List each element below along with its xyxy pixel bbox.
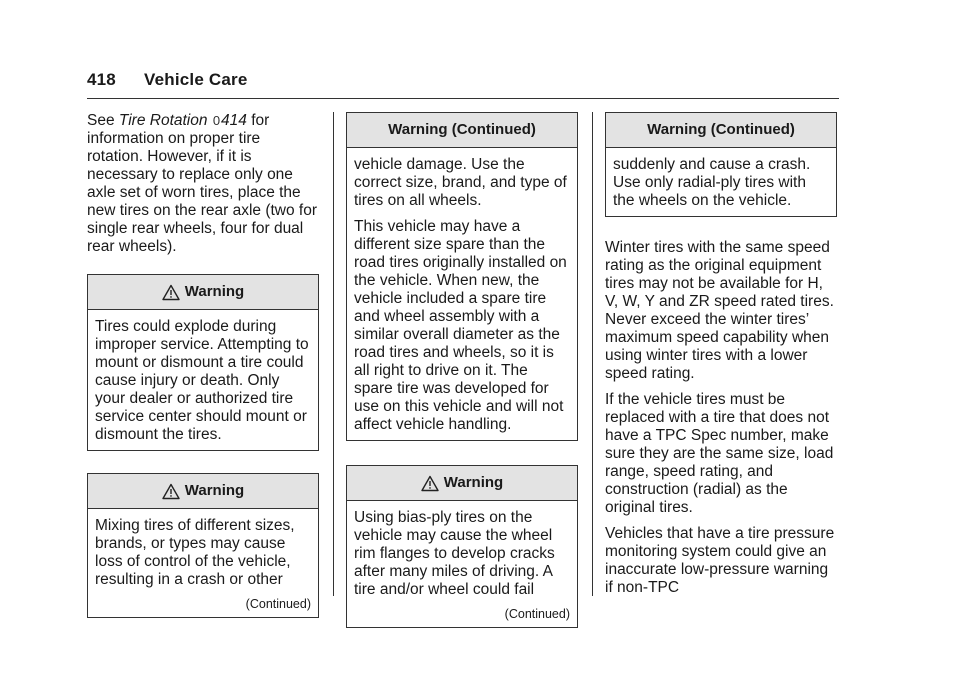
column-3 [605,112,837,605]
warning-box [87,274,319,451]
body-paragraph: Winter tires with the same speed rating as the original equipment tires may not be available for H, V, W, Y and ZR speed rated tires. Never exceed the winter tires’ maximum speed capability when using winter tires with a lower speed rating. [605,239,834,382]
warning-title: Warning (Continued) [388,121,536,138]
page-reference[interactable]: 414 [221,112,247,129]
warning-title: Warning [184,283,245,300]
warning-text: Using bias-ply tires on the vehicle may cause the wheel rim flanges to develop cracks after many miles of driving. A tire and/or wheel could fail [354,509,555,598]
tire-rotation-link[interactable]: Tire Rotation [118,112,208,129]
continued-label: (Continued) [245,597,311,611]
warning-body [606,148,836,216]
header-rule [87,98,839,99]
warning-text: Tires could explode during improper service. Attempting to mount or dismount a tire could cause injury or death. Only your dealer or authorized tire service center should mount or dismount the tires. [95,318,309,443]
warning-body [88,310,318,450]
warning-box [346,465,578,628]
warning-box-continued [605,112,837,217]
warning-header [606,113,836,148]
column-1 [87,112,319,640]
warning-text: suddenly and cause a crash. Use only radial-ply tires with the wheels on the vehicle. [613,156,811,209]
warning-header [88,474,318,509]
warning-header [88,275,318,310]
warning-text: This vehicle may have a different size spare than the road tires originally installed on the vehicle. When new, the vehicle included a spare tire and wheel assembly with a similar overall diameter as the road tires and wheels, so it is all right to drive on it. The spare tire was developed for use on this vehicle and will not affect vehicle handling. [354,218,567,433]
warning-header [347,466,577,501]
warning-title: Warning [443,474,504,491]
intro-text: for information on proper tire rotation. However, if it is necessary to replace only one axle set of worn tires, place the new tires on the rear axle (two for single rear wheels, four for dual rear wheels). [87,112,318,255]
page-header [87,70,248,90]
warning-triangle-icon [421,475,439,492]
warning-box-continued [346,112,578,441]
warning-text: vehicle damage. Use the correct size, brand, and type of tires on all wheels. [354,156,567,209]
body-paragraph: If the vehicle tires must be replaced with a tire that does not have a TPC Spec number, make sure they are the same size, load range, speed rating, and construction (radial) as the original tires. [605,391,834,516]
warning-title: Warning [184,482,245,499]
column-divider [592,112,593,596]
warning-box [87,473,319,618]
warning-triangle-icon [162,483,180,500]
warning-body [347,148,577,440]
intro-paragraph [87,112,319,256]
column-2 [346,112,578,650]
intro-see: See [87,112,119,129]
warning-title: Warning (Continued) [647,121,795,138]
warning-body [88,509,318,617]
warning-header [347,113,577,148]
page-number: 418 [87,70,116,89]
section-title: Vehicle Care [144,70,248,89]
warning-text: Mixing tires of different sizes, brands, or types may cause loss of control of the vehicle, resulting in a crash or other [95,517,295,588]
page-reference-icon: 0 [212,113,221,128]
continued-label: (Continued) [504,607,570,621]
body-paragraph: Vehicles that have a tire pressure monitoring system could give an inaccurate low-pressure warning if non-TPC [605,525,835,596]
column-divider [333,112,334,596]
warning-triangle-icon [162,284,180,301]
warning-body [347,501,577,627]
